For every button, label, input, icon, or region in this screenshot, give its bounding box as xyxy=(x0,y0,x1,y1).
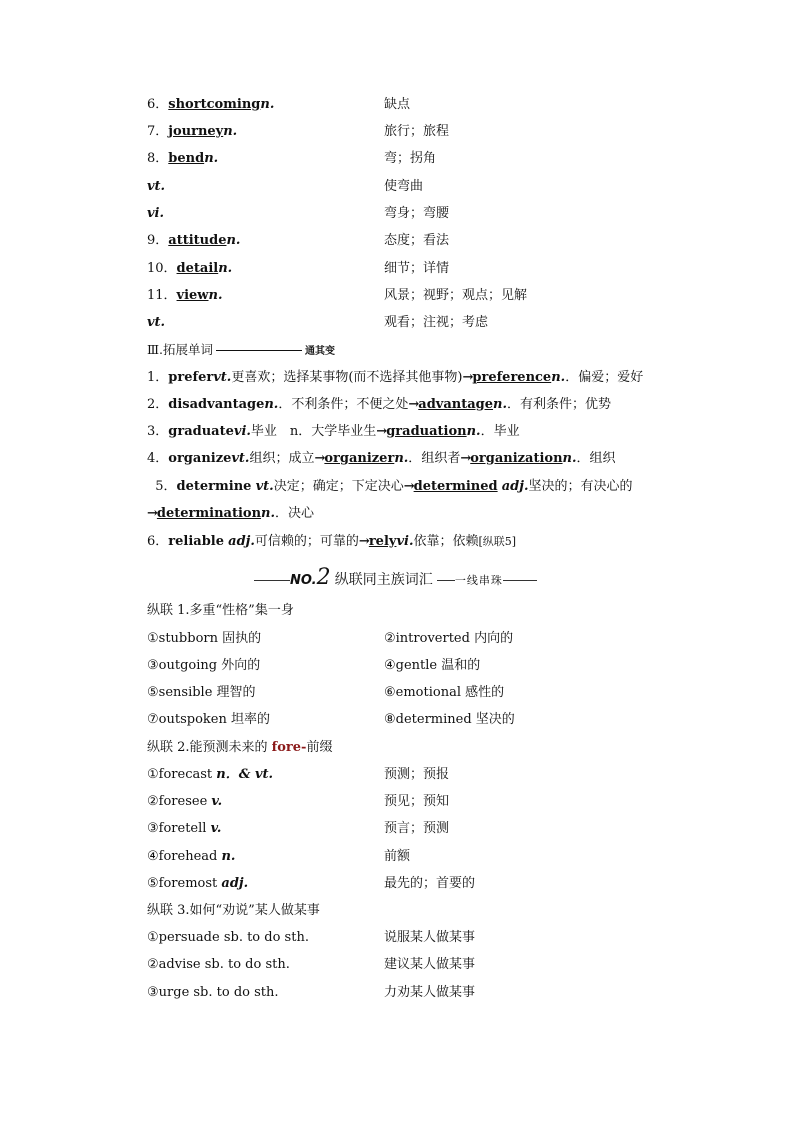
arrow-icon: → xyxy=(462,370,473,385)
vocab-meaning: 弯；拐角 xyxy=(384,151,437,166)
vocab-row xyxy=(147,121,707,143)
part-of-speech: n. xyxy=(208,288,223,303)
item-number: 10． xyxy=(147,261,177,276)
banner-rule-mid xyxy=(437,580,455,581)
vocab-word: shortcoming xyxy=(168,97,261,112)
derivation-row: 3．graduatevi.毕业 n．大学毕业生→graduationn.．毕业 xyxy=(147,424,520,439)
pair-row: ③outgoing 外向的 ④gentle 温和的 xyxy=(147,658,481,673)
vocab-meaning: 风景；视野；观点；见解 xyxy=(384,288,528,303)
group-title: 纵联 3.如何“劝说”某人做某事 xyxy=(147,903,320,918)
prefix-row: ⑤foremost adj. 最先的；首要的 xyxy=(147,876,476,891)
group-title: 纵联 2.能预测未来的 fore-前缀 xyxy=(147,740,333,755)
part-of-speech: n. xyxy=(260,97,275,112)
derivation-row: 4．organizevt.组织；成立→organizern.．组织者→organizationn.．组织 xyxy=(147,451,616,466)
vocab-meaning: 细节；详情 xyxy=(384,261,450,276)
phrase-row: ③urge sb. to do sth. 力劝某人做某事 xyxy=(147,985,476,1000)
vocab-word: bend xyxy=(168,151,205,166)
base-word: organize xyxy=(168,451,232,466)
prefix-row: ③foretell v. 预言；预测 xyxy=(147,821,450,836)
vocab-row xyxy=(147,230,707,252)
section-heading-label: Ⅲ.拓展单词 xyxy=(147,342,214,357)
part-of-speech: n. xyxy=(226,233,241,248)
pair-row: ①stubborn 固执的 ②introverted 内向的 xyxy=(147,631,514,646)
item-number: 11． xyxy=(147,288,177,303)
vocab-meaning: 态度；看法 xyxy=(384,233,450,248)
banner-title: 纵联同主族词汇 xyxy=(334,572,433,588)
section-banner xyxy=(254,566,537,590)
prefix-row: ①forecast n．& vt. 预测；预报 xyxy=(147,767,450,782)
item-number: 6． xyxy=(147,97,169,112)
part-of-speech: vt. xyxy=(147,179,166,194)
section-heading-tag: 通其变 xyxy=(305,346,336,357)
derived-word: graduation xyxy=(386,424,467,439)
arrow-icon: → xyxy=(460,451,471,466)
derived-word: preference xyxy=(472,370,552,385)
derived-word: organizer xyxy=(324,451,395,466)
fore-prefix: fore- xyxy=(271,740,307,755)
cross-reference-note: [纵联5] xyxy=(478,535,517,548)
pair-row: ⑤sensible 理智的 ⑥emotional 感性的 xyxy=(147,685,505,700)
part-of-speech: n. xyxy=(218,261,233,276)
heading-rule xyxy=(216,350,302,351)
base-word: reliable xyxy=(168,534,225,549)
pair-row: ⑦outspoken 坦率的 ⑧determined 坚决的 xyxy=(147,712,515,727)
derivation-row: 6．reliable adj.可信赖的；可靠的→relyvi.依靠；依赖[纵联5] xyxy=(147,534,517,549)
vocab-word: journey xyxy=(168,124,224,139)
base-word: graduate xyxy=(168,424,234,439)
banner-subtitle: 一线串珠 xyxy=(454,574,503,587)
derived-word: determined xyxy=(413,479,498,494)
arrow-icon: → xyxy=(376,424,387,439)
vocab-meaning: 使弯曲 xyxy=(384,179,424,194)
item-number: 7． xyxy=(147,124,169,139)
prefix-row: ④forehead n. 前额 xyxy=(147,849,411,864)
arrow-icon: → xyxy=(314,451,325,466)
arrow-icon: → xyxy=(147,506,157,521)
derived-word: rely xyxy=(368,534,397,549)
vocab-row xyxy=(147,176,707,198)
vocab-row xyxy=(147,258,707,280)
phrase-row: ②advise sb. to do sth. 建议某人做某事 xyxy=(147,957,476,972)
derived-word: organization xyxy=(470,451,563,466)
vocab-word: attitude xyxy=(168,233,227,248)
derivation-row: 2．disadvantagen.．不利条件；不便之处→advantagen.．有利条件；优势 xyxy=(147,397,612,412)
arrow-icon: → xyxy=(358,534,369,549)
vocab-meaning: 旅行；旅程 xyxy=(384,124,450,139)
vocab-row xyxy=(147,285,707,307)
vocab-row xyxy=(147,94,707,116)
derivation-row: 5．determine vt.决定；确定；下定决心→determined adj.坚决的；有决心的 →determinationn.．决心 xyxy=(147,479,633,521)
vocab-meaning: 缺点 xyxy=(384,97,411,112)
vocab-word: detail xyxy=(176,261,219,276)
vocab-row xyxy=(147,203,707,225)
vocab-row xyxy=(147,148,707,170)
part-of-speech: vt. xyxy=(147,315,166,330)
part-of-speech: n. xyxy=(204,151,219,166)
banner-number: 2 xyxy=(316,565,331,590)
vocab-row xyxy=(147,312,707,334)
derivation-row: 1．prefervt.更喜欢；选择某事物(而不选择其他事物)→preferencen.．偏爱；爱好 xyxy=(147,370,644,385)
prefix-row: ②foresee v. 预见；预知 xyxy=(147,794,450,809)
phrase-row: ①persuade sb. to do sth. 说服某人做某事 xyxy=(147,930,476,945)
arrow-icon: → xyxy=(403,479,414,494)
group-title: 纵联 1.多重“性格”集一身 xyxy=(147,603,294,618)
section-heading xyxy=(147,339,335,361)
derived-word: advantage xyxy=(418,397,494,412)
part-of-speech: n. xyxy=(223,124,238,139)
arrow-icon: → xyxy=(408,397,419,412)
item-number: 9． xyxy=(147,233,169,248)
vocab-word: view xyxy=(176,288,209,303)
vocab-meaning: 弯身；弯腰 xyxy=(384,206,450,221)
base-word: determine xyxy=(176,479,252,494)
base-word: prefer xyxy=(168,370,214,385)
banner-rule-right xyxy=(503,580,537,581)
derived-word: determination xyxy=(156,506,262,521)
banner-rule-left xyxy=(254,580,290,581)
item-number: 8． xyxy=(147,151,169,166)
banner-no: NO. xyxy=(290,573,317,588)
base-word: disadvantage xyxy=(168,397,265,412)
vocab-meaning: 观看；注视；考虑 xyxy=(384,315,489,330)
part-of-speech: vi. xyxy=(147,206,165,221)
